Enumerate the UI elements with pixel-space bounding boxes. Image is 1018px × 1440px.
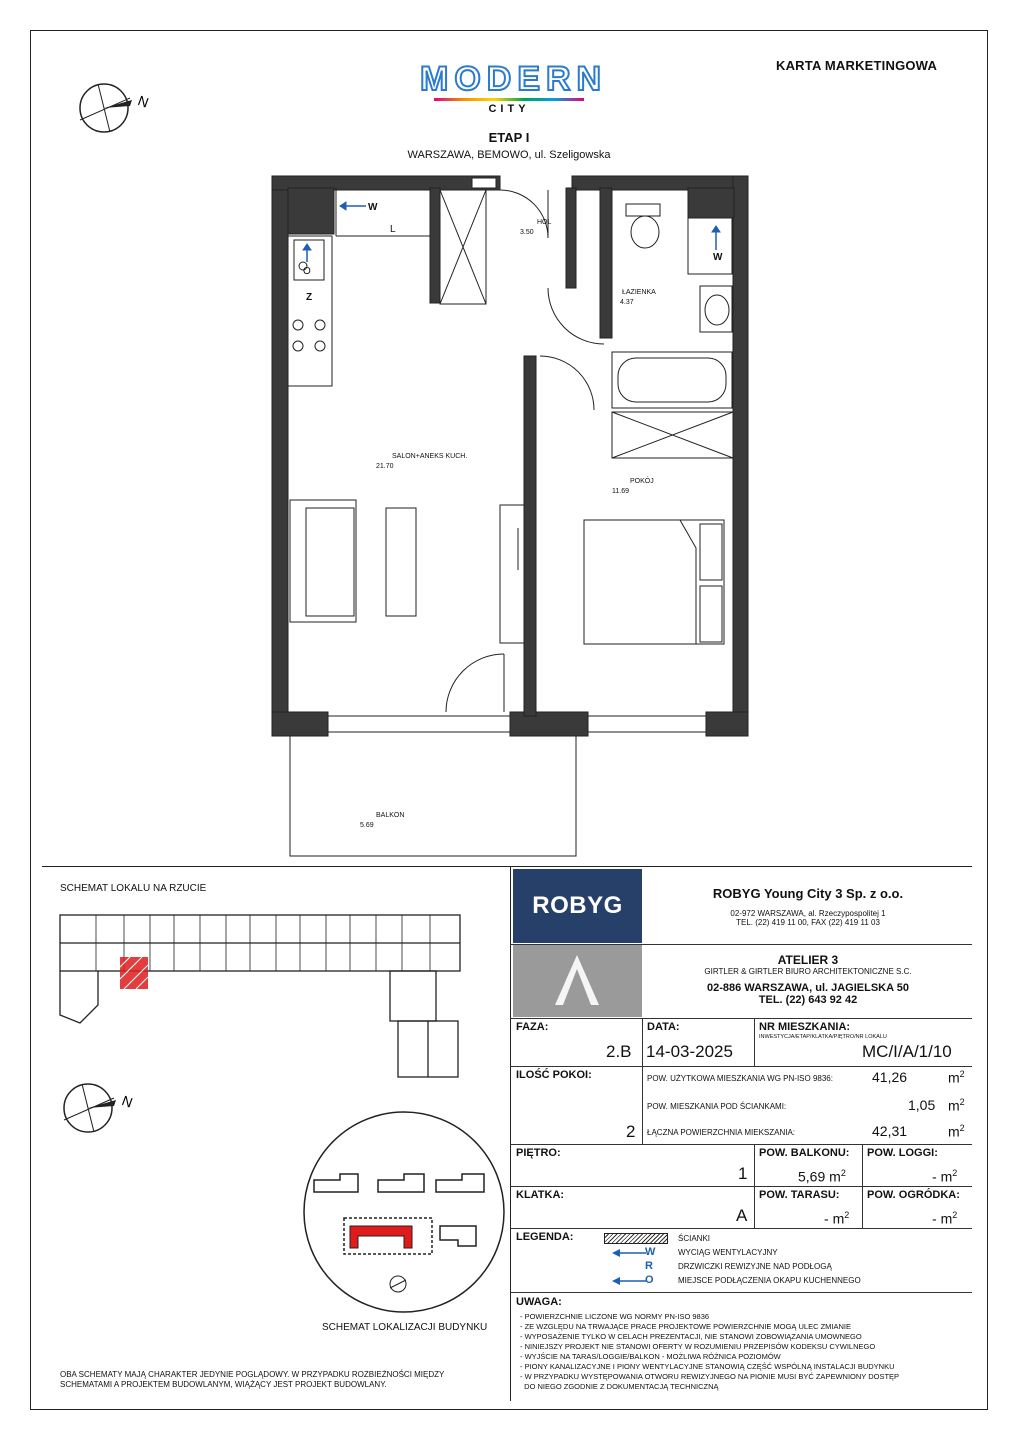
vent-mark-bath: W (713, 252, 723, 263)
klatka-label: KLATKA: (516, 1189, 565, 1201)
uwaga-line: - POWIERZCHNIE LICZONE WG NORMY PN-ISO 9836 (520, 1312, 710, 1321)
pow-sc-label: POW. MIESZKANIA POD ŚCIANKAMI: (647, 1102, 787, 1111)
faza-label: FAZA: (516, 1021, 549, 1033)
taras-label: POW. TARASU: (759, 1189, 840, 1201)
room-pokoj-name: POKÓJ (630, 478, 654, 485)
pokoje-value: 2 (626, 1122, 636, 1141)
room-balkon-area: 5.69 (360, 822, 374, 829)
architect-phone: TEL. (22) 643 92 42 (758, 994, 858, 1006)
nr-label: NR MIESZKANIA: (759, 1021, 851, 1033)
legend-symbol-o: O (645, 1274, 654, 1286)
section-divider (42, 866, 972, 867)
faza-value: 2.B (606, 1042, 632, 1061)
architect-info (648, 953, 968, 1006)
room-salon-name: SALON+ANEKS KUCH. (392, 453, 468, 460)
uwaga-line: DO NIEGO ZGODNIE Z DOKUMENTACJĄ TECHNICZNĄ (520, 1382, 719, 1391)
uwaga-title: UWAGA: (516, 1296, 562, 1308)
north-arrow-icon-2 (60, 1080, 150, 1140)
balkon-value: 5,69 $m^2$ (798, 1168, 846, 1185)
taras-value: - $m^2$ (824, 1210, 850, 1227)
legend-item-2: WYCIĄG WENTYLACYJNY (678, 1248, 778, 1257)
etap-title: ETAP I (488, 130, 530, 145)
klatka-value: A (736, 1206, 748, 1225)
ogrodek-label: POW. OGRÓDKA: (867, 1189, 960, 1201)
north-label: N (135, 92, 151, 111)
balkon-label: POW. BALKONU: (759, 1147, 850, 1159)
pow-lacz-unit: $m^2$ (948, 1123, 965, 1140)
pokoje-label: ILOŚĆ POKOI: (516, 1069, 592, 1081)
uwaga-line: - PIONY KANALIZACYJNE I PIONY WENTYLACYJNE STANOWIĄ CZĘŚĆ WSPÓLNĄ INSTALACJI BUDYNKU (520, 1362, 895, 1371)
legend-item-1: ŚCIANKI (678, 1234, 711, 1243)
arrow-left-icon (612, 1248, 646, 1258)
legend-item-4: MIEJSCE PODŁĄCZENIA OKAPU KUCHENNEGO (678, 1276, 861, 1285)
pow-lacz-label: ŁĄCZNA POWIERZCHNIA MIEKSZANIA: (647, 1128, 796, 1137)
investment-address: WARSZAWA, BEMOWO, ul. Szeligowska (407, 149, 611, 161)
pietro-label: PIĘTRO: (516, 1147, 561, 1159)
uwaga-line: - ZE WZGLĘDU NA TRWAJĄCE PRACE PROJEKTOWE POWIERZCHNIE MOGĄ ULEC ZMIANIE (520, 1322, 852, 1331)
company-name: ROBYG Young City 3 Sp. z o.o. (712, 886, 904, 901)
atelier-logo (513, 945, 642, 1017)
legend-item-3: DRZWICZKI REWIZYJNE NAD PODŁOGĄ (678, 1262, 832, 1271)
plan-mark-z: Z (306, 292, 313, 303)
room-bath-name: ŁAZIENKA (622, 289, 656, 296)
pow-uz-value: 41,26 (872, 1069, 908, 1085)
pow-uz-label: POW. UŻYTKOWA MIESZKANIA WG PN-ISO 9836: (647, 1074, 833, 1083)
room-balkon-name: BALKON (376, 812, 405, 819)
robyg-logo: ROBYG (513, 869, 642, 943)
architect-name: ATELIER 3 (777, 953, 839, 967)
schema-disclaimer (60, 1370, 444, 1390)
uwaga-list (520, 1312, 899, 1392)
ogrodek-value: - $m^2$ (932, 1210, 958, 1227)
column-divider (510, 866, 511, 1401)
plan-mark-l: L (390, 224, 396, 235)
unit-highlight (120, 957, 148, 989)
data-value: 14-03-2025 (646, 1042, 733, 1061)
uwaga-line: - NINIEJSZY PROJEKT NIE STANOWI OFERTY W ROZUMIENIU PRZEPISÓW KODEKSU CYWILNEGO (520, 1342, 876, 1351)
pow-sc-unit: $m^2$ (948, 1097, 965, 1114)
room-pokoj-area: 11.69 (612, 488, 629, 495)
loggia-value: - $m^2$ (932, 1168, 958, 1185)
disclaimer-line-2: SCHEMATAMI A PROJEKTEM BUDOWLANYM, WIĄŻĄCY JEST PROJEKT BUDOWLANY. (60, 1380, 387, 1389)
card-title: KARTA MARKETINGOWA (776, 58, 938, 73)
pow-lacz-value: 42,31 (872, 1123, 908, 1139)
company-address: 02-972 WARSZAWA, al. Rzeczypospolitej 1 (730, 909, 886, 918)
arrow-left-icon-2 (612, 1276, 646, 1286)
logo-bottom: CITY (488, 103, 530, 115)
north-label-2: N (119, 1092, 135, 1111)
pow-sc-value: 1,05 (908, 1097, 936, 1113)
building-schema-title: SCHEMAT LOKALIZACJI BUDYNKU (322, 1322, 488, 1333)
pietro-value: 1 (738, 1164, 748, 1183)
building-location-schema (300, 1108, 510, 1318)
hatch-symbol-icon (604, 1233, 668, 1244)
architect-address: 02-886 WARSZAWA, ul. JAGIELSKA 50 (707, 982, 909, 994)
floor-schema-title: SCHEMAT LOKALU NA RZUCIE (60, 883, 207, 894)
nr-value: MC/I/A/1/10 (862, 1042, 952, 1061)
uwaga-line: - W PRZYPADKU WYSTĘPOWANIA OTWORU REWIZYJNEGO NA PIONIE MUSI BYĆ ZAPEWNIONY DOSTĘP (520, 1372, 900, 1381)
legend-title: LEGENDA: (516, 1231, 574, 1243)
room-salon-area: 21.70 (376, 463, 394, 470)
legend-symbol-r: R (645, 1260, 653, 1272)
legend-symbol-w: W (645, 1246, 656, 1258)
architect-sub: GIRTLER & GIRTLER BIURO ARCHITEKTONICZNE S.C. (704, 967, 912, 976)
disclaimer-line-1: OBA SCHEMATY MAJĄ CHARAKTER JEDYNIE POGLĄDOWY. W PRZYPADKU ROZBIEŻNOŚCI MIĘDZY (60, 1370, 445, 1379)
loggia-label: POW. LOGGI: (867, 1147, 938, 1159)
company-phone: TEL. (22) 419 11 00, FAX (22) 419 11 03 (736, 918, 880, 927)
logo-top: MODERN (420, 60, 608, 98)
vent-mark-kitchen: W (368, 202, 378, 213)
hood-mark: O (303, 266, 311, 277)
room-hol-name: HOL (537, 219, 552, 226)
pow-uz-unit: $m^2$ (948, 1069, 965, 1086)
floor-schema (50, 905, 470, 1085)
company-info (648, 886, 968, 927)
room-bath-area: 4.37 (620, 299, 634, 306)
room-hol-area: 3.50 (520, 229, 534, 236)
uwaga-line: - WYPOSAŻENIE TYLKO W CELACH PREZENTACJI, NIE STANOWI ZOBOWIĄZANIA UMOWNEGO (520, 1332, 862, 1341)
data-label: DATA: (647, 1021, 680, 1033)
nr-sub: INWESTYCJA/ETAP/KLATKA/PIĘTRO/NR LOKALU (759, 1034, 887, 1040)
uwaga-line: - WYJŚCIE NA TARAS/LOGGIE/BALKON - MOŻLIWA RÓŻNICA POZIOMÓW (520, 1352, 781, 1361)
